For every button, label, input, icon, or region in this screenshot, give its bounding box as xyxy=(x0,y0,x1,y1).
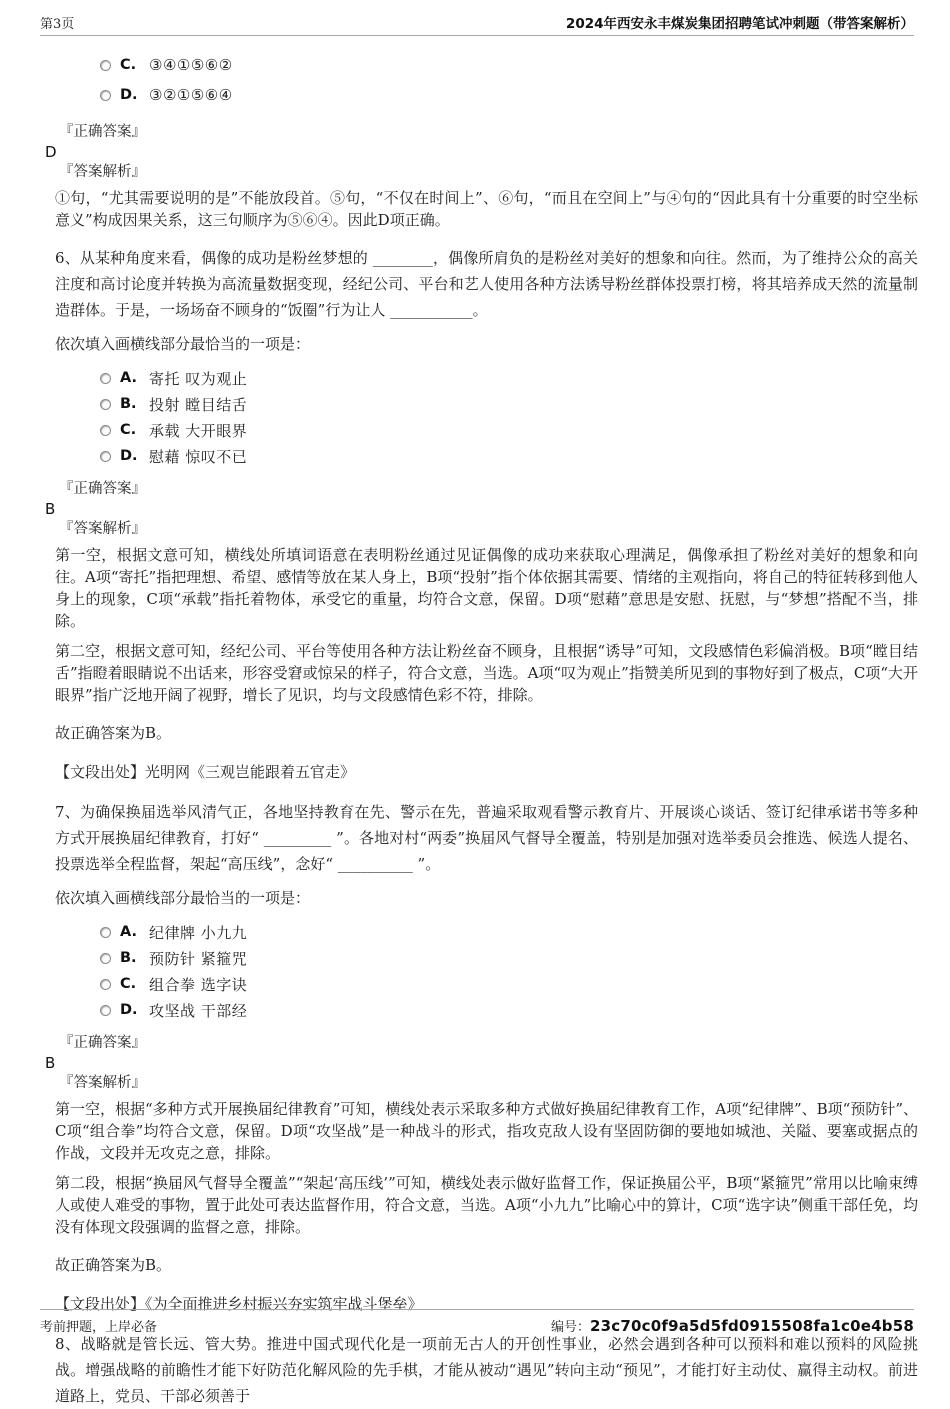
option-letter: D. xyxy=(120,448,138,464)
option-text: 预防针 紧箍咒 xyxy=(149,949,248,968)
page-footer xyxy=(40,1309,914,1335)
correct-answer-label: 『正确答案』 xyxy=(59,124,146,140)
analysis-text: 第二空，根据文意可知，经纪公司、平台等使用各种方法让粉丝奋不顾身，且根据“诱导”可知，文段感情色彩偏消极。B项“瞠目结舌”指瞪着眼睛说不出话来，形容受窘或惊呆的样子，符合文意，当选。A项“叹为观止”指赞美所见到的事物好到了极点，C项“大开眼界”指广泛地开阔了视野，增长了见识，均与文段感情色彩不符，排除。 xyxy=(55,642,918,704)
question-7-prompt: 依次填入画横线部分最恰当的一项是： xyxy=(55,889,311,907)
q6-answer-block xyxy=(45,479,918,539)
option-row[interactable] xyxy=(100,365,918,391)
option-text: 承载 大开眼界 xyxy=(149,421,248,440)
conclusion-text: 故正确答案为B。 xyxy=(55,724,172,742)
answer-analysis-label: 『答案解析』 xyxy=(59,1075,146,1091)
analysis-text: 第一空，根据文意可知，横线处所填词语意在表明粉丝通过见证偶像的成功来获取心理满足，偶像承担了粉丝对美好的想象和向往。A项“寄托”指把理想、希望、感情等放在某人身上，B项“投射”指个体依据其需要、情绪的主观指向，将自己的特征转移到他人身上的现象，C项“承载”指托着物体，承受它的重量，均符合文意，保留。D项“慰藉”意思是安慰、抚慰，与“梦想”搭配不当，排除。 xyxy=(55,546,918,630)
radio-button[interactable] xyxy=(100,953,111,964)
option-text: 寄托 叹为观止 xyxy=(149,369,248,388)
radio-button[interactable] xyxy=(100,1005,111,1016)
answer-analysis-label: 『答案解析』 xyxy=(59,164,146,180)
analysis-text: ①句，“尤其需要说明的是”不能放段首。⑤句，“不仅在时间上”、⑥句，“而且在空间上”与④句的“因此具有十分重要的时空坐标意义”构成因果关系，这三句顺序为⑤⑥④。因此D项正确。 xyxy=(55,189,918,229)
option-row[interactable] xyxy=(100,443,918,469)
option-letter: A. xyxy=(120,924,137,940)
option-text: ③②①⑤⑥④ xyxy=(149,86,233,104)
radio-button[interactable] xyxy=(100,60,111,71)
option-letter: D. xyxy=(120,87,138,103)
radio-button[interactable] xyxy=(100,399,111,410)
answer-value: D xyxy=(45,143,57,161)
option-row[interactable] xyxy=(100,971,918,997)
option-text: 组合拳 选字诀 xyxy=(149,975,248,994)
source-text: 【文段出处】《为全面推进乡村振兴夯实筑牢战斗堡垒》 xyxy=(55,1295,423,1313)
correct-answer-label: 『正确答案』 xyxy=(59,1035,146,1051)
serial-label: 编号： xyxy=(550,1320,590,1335)
radio-button[interactable] xyxy=(100,373,111,384)
option-letter: C. xyxy=(120,976,137,992)
radio-button[interactable] xyxy=(100,451,111,462)
radio-button[interactable] xyxy=(100,90,111,101)
option-text: 投射 瞠目结舌 xyxy=(149,395,248,414)
q5-answer-block xyxy=(45,122,918,182)
option-letter: B. xyxy=(120,396,137,412)
conclusion-text: 故正确答案为B。 xyxy=(55,1256,172,1274)
q5-options xyxy=(100,52,918,108)
q7-options xyxy=(100,919,918,1023)
option-letter: D. xyxy=(120,1002,138,1018)
option-row[interactable] xyxy=(100,52,918,78)
option-row[interactable] xyxy=(100,417,918,443)
radio-button[interactable] xyxy=(100,425,111,436)
option-row[interactable] xyxy=(100,82,918,108)
option-row[interactable] xyxy=(100,997,918,1023)
footer-slogan: 考前押题，上岸必备 xyxy=(40,1320,158,1335)
question-6-prompt: 依次填入画横线部分最恰当的一项是： xyxy=(55,335,311,353)
option-text: 攻坚战 干部经 xyxy=(149,1001,248,1020)
question-8-stem: 8、战略就是管长远、管大势。推进中国式现代化是一项前无古人的开创性事业，必然会遇到各种可以预料和难以预料的风险挑战。增强战略的前瞻性才能下好防范化解风险的先手棋，才能从被动“遇见”转向主动“预见”，才能打好主动仗、赢得主动权。前进道路上，党员、干部必须善于 xyxy=(55,1335,918,1405)
question-7-stem: 7、为确保换届选举风清气正，各地坚持教育在先、警示在先，普遍采取观看警示教育片、开展谈心谈话、签订纪律承诺书等多种方式开展换届纪律教育，打好“ _________ ”。各地对村“两委”换届风气督导全覆盖，特别是加强对选举委员会推选、候选人提名、投票选举全程监督，架起“高压线”，念好“ __________ ”。 xyxy=(55,803,918,873)
option-letter: A. xyxy=(120,370,137,386)
footer-serial xyxy=(551,1316,914,1335)
option-row[interactable] xyxy=(100,945,918,971)
option-letter: C. xyxy=(120,57,137,73)
analysis-text: 第二段，根据“换届风气督导全覆盖”“架起‘高压线’”可知，横线处表示做好监督工作，保证换届公平，B项“紧箍咒”常用以比喻束缚人或使人难受的事物，置于此处可表达监督作用，符合文意，当选。A项“小九九”比喻心中的算计，C项“选字诀”侧重干部任免，均没有体现文段强调的监督之意，排除。 xyxy=(55,1174,918,1236)
doc-title: 2024年西安永丰煤炭集团招聘笔试冲刺题（带答案解析） xyxy=(565,16,914,32)
radio-button[interactable] xyxy=(100,979,111,990)
option-text: ③④①⑤⑥② xyxy=(149,56,233,74)
analysis-text: 第一空，根据“多种方式开展换届纪律教育”可知，横线处表示采取多种方式做好换届纪律教育工作，A项“纪律牌”、B项“预防针”、C项“组合拳”均符合文意，保留。D项“攻坚战”是一种战斗的形式，指攻克敌人设有坚固防御的要地如城池、关隘、要塞或据点的作战，文段并无攻克之意，排除。 xyxy=(55,1100,918,1162)
q6-options xyxy=(100,365,918,469)
option-text: 纪律牌 小九九 xyxy=(149,923,248,942)
option-text: 慰藉 惊叹不已 xyxy=(149,447,248,466)
q7-answer-block xyxy=(45,1033,918,1093)
option-row[interactable] xyxy=(100,919,918,945)
page-number: 第3页 xyxy=(40,17,75,32)
option-letter: C. xyxy=(120,422,137,438)
radio-button[interactable] xyxy=(100,927,111,938)
question-6-stem: 6、从某种角度来看，偶像的成功是粉丝梦想的 ________，偶像所肩负的是粉丝对美好的想象和向往。然而，为了维持公众的高关注度和高讨论度并转换为高流量数据变现，经纪公司、平台和艺人使用各种方法诱导粉丝群体投票打榜，将其培养成天然的流量制造群体。于是，一场场奋不顾身的“饭圈”行为让人 ___________。 xyxy=(55,249,918,319)
serial-code: 23c70c0f9a5d5fd0915508fa1c0e4b58 xyxy=(589,1317,914,1335)
correct-answer-label: 『正确答案』 xyxy=(59,481,146,497)
answer-value: B xyxy=(45,500,56,518)
page-content xyxy=(45,46,918,1409)
option-letter: B. xyxy=(120,950,137,966)
answer-value: B xyxy=(45,1054,56,1072)
option-row[interactable] xyxy=(100,391,918,417)
source-text: 【文段出处】光明网《三观岂能跟着五官走》 xyxy=(55,763,356,781)
answer-analysis-label: 『答案解析』 xyxy=(59,521,146,537)
page-header xyxy=(40,12,914,36)
